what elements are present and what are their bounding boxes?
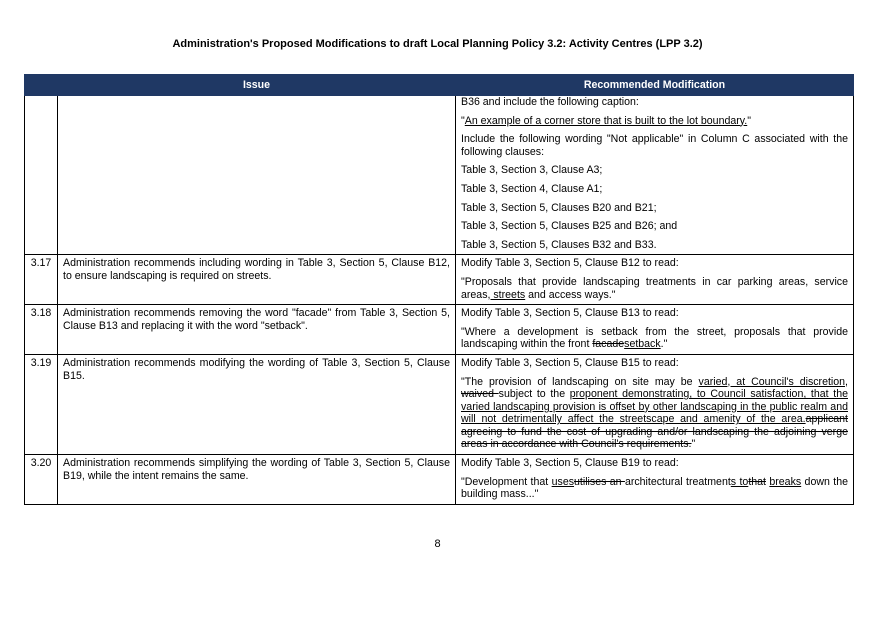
table-row-3-17 — [25, 255, 854, 305]
row-number: 3.17 — [25, 255, 58, 305]
inserted-text: varied, at Council's discretion, — [698, 375, 848, 388]
modified-clause: "Development that usesutilises an architectural treatments tothat breaks down the building mass..." — [461, 475, 848, 501]
clause-item: Table 3, Section 5, Clauses B32 and B33. — [461, 238, 657, 251]
row-number: 3.18 — [25, 305, 58, 355]
row-number: 3.19 — [25, 354, 58, 454]
inserted-text: , streets — [487, 288, 526, 301]
row-number-cell — [25, 96, 58, 255]
modifications-table — [24, 74, 854, 505]
table-row-3-19 — [25, 354, 854, 454]
modified-clause: "The provision of landscaping on site may be varied, at Council's discretion, waived subject to the proponent demonstrating, to Council satisfaction, that the varied landscaping provision is offset by other landscaping in the public realm and will not detrimentally affect the streetscape and amenity of the area.applicant agreeing to fund the cost of upgrading and/or landscaping the adjoining verge areas in accordance with Council's requirements." — [461, 375, 848, 451]
modification-cell — [456, 305, 854, 355]
clause-item: Table 3, Section 4, Clause A1; — [461, 182, 603, 195]
modification-cell — [456, 354, 854, 454]
inserted-text: s to — [730, 475, 749, 488]
modified-clause: "Where a development is setback from the street, proposals that provide landscaping within the front facadesetback." — [461, 325, 848, 351]
issue-text: Administration recommends removing the word "facade" from Table 3, Section 5, Clause B13 and replacing it with the word "setback". — [58, 305, 456, 355]
issue-cell — [58, 96, 456, 255]
clause-item: Table 3, Section 5, Clauses B25 and B26; and — [461, 220, 678, 233]
modify-instruction: Modify Table 3, Section 5, Clause B12 to read: — [461, 257, 679, 270]
inserted-text: breaks — [769, 475, 802, 488]
header-recommended-modification: Recommended Modification — [456, 75, 854, 96]
modified-clause: "Proposals that provide landscaping treatments in car parking areas, service areas, streets and access ways." — [461, 275, 848, 301]
table-row-3-20 — [25, 455, 854, 505]
table-row-3-18 — [25, 305, 854, 355]
modification-cell — [456, 255, 854, 305]
inserted-text: An example of a corner store that is built to the lot boundary. — [464, 114, 748, 127]
modify-instruction: Modify Table 3, Section 5, Clause B13 to read: — [461, 307, 679, 320]
document-title: Administration's Proposed Modifications to draft Local Planning Policy 3.2: Activity Centres (LPP 3.2) — [172, 38, 703, 50]
caption-intro: B36 and include the following caption: — [461, 96, 639, 108]
header-issue: Issue — [58, 75, 456, 96]
issue-text: Administration recommends modifying the wording of Table 3, Section 5, Clause B15. — [58, 354, 456, 454]
header-number — [25, 75, 58, 96]
modify-instruction: Modify Table 3, Section 5, Clause B15 to read: — [461, 356, 679, 369]
modification-cell — [456, 96, 854, 255]
deleted-text: that — [748, 475, 766, 488]
deleted-text: applicant agreeing to fund the cost of upgrading and/or landscaping the adjoining verge areas in accordance with Council's requirements. — [461, 413, 848, 451]
inserted-text: uses — [551, 475, 575, 488]
table-row-continuation — [25, 96, 854, 255]
page-number: 8 — [434, 538, 441, 550]
clause-item: Table 3, Section 5, Clauses B20 and B21; — [461, 201, 657, 214]
inserted-text: proponent demonstrating, to Council satisfaction, that the varied landscaping provision is offset by other landscaping in the public realm and will not detrimentally affect the streetscape and amenity of the area. — [461, 388, 848, 426]
inserted-text: setback — [624, 338, 661, 351]
modification-cell — [456, 455, 854, 505]
issue-text: Administration recommends including wording in Table 3, Section 5, Clause B12, to ensure landscaping is required on streets. — [58, 255, 456, 305]
wording-intro: Include the following wording "Not applicable" in Column C associated with the following clauses: — [461, 133, 848, 158]
deleted-text: utilises an — [574, 475, 625, 488]
issue-text: Administration recommends simplifying the wording of Table 3, Section 5, Clause B19, while the intent remains the same. — [58, 455, 456, 505]
caption-paragraph: "An example of a corner store that is built to the lot boundary." — [461, 114, 751, 127]
deleted-text: waived — [461, 388, 499, 401]
clause-item: Table 3, Section 3, Clause A3; — [461, 164, 603, 177]
row-number: 3.20 — [25, 455, 58, 505]
table-header-row — [25, 75, 854, 96]
deleted-text: facade — [592, 338, 625, 351]
modify-instruction: Modify Table 3, Section 5, Clause B19 to read: — [461, 457, 679, 470]
